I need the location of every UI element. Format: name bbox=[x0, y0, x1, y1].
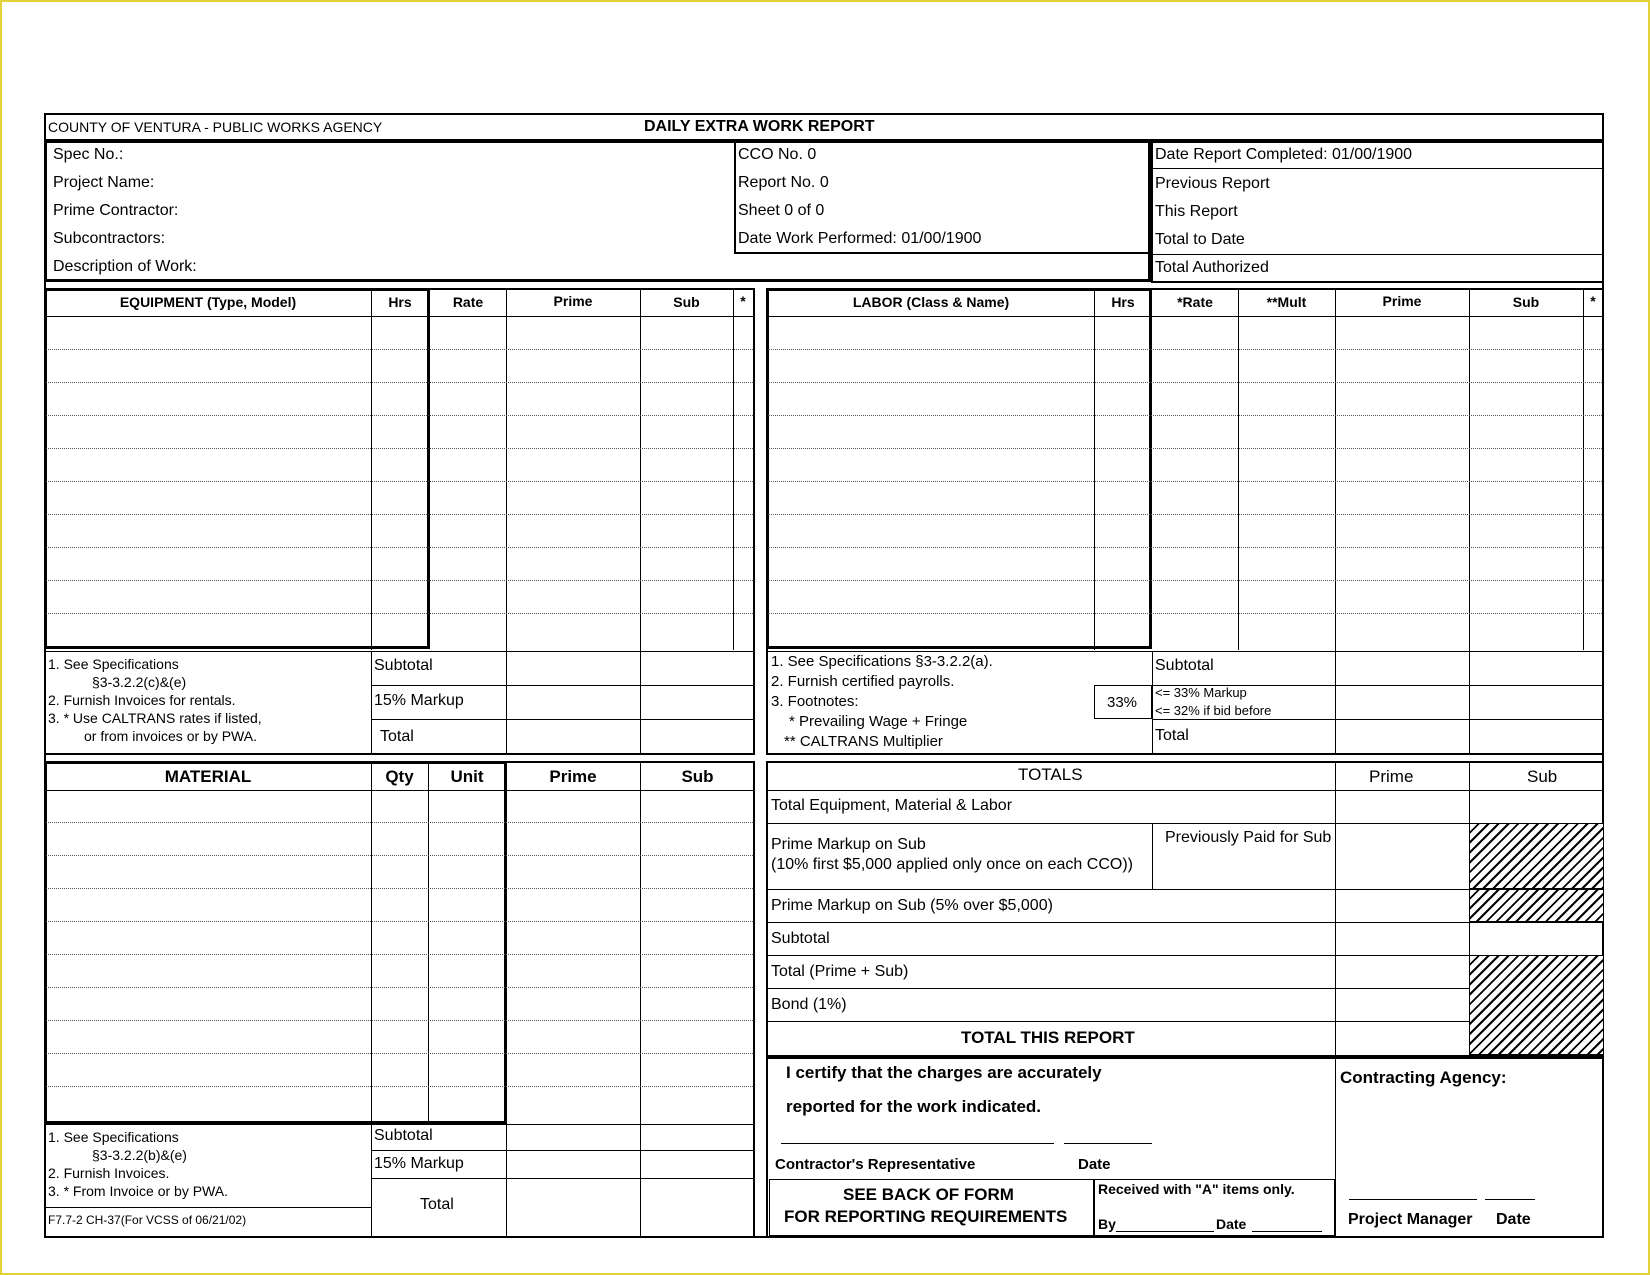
description-label: Description of Work: bbox=[53, 258, 197, 275]
labor-markup-pct: 33% bbox=[1107, 694, 1138, 711]
prime-contractor-label: Prime Contractor: bbox=[53, 202, 179, 219]
totals-markup-sub-1: Prime Markup on Sub bbox=[771, 836, 926, 853]
material-note-3: 3. * From Invoice or by PWA. bbox=[48, 1183, 228, 1199]
labor-note-2: 2. Furnish certified payrolls. bbox=[771, 673, 955, 690]
form-id: F7.7-2 CH-37(For VCSS of 06/21/02) bbox=[48, 1213, 247, 1227]
labor-col-rate: *Rate bbox=[1177, 294, 1213, 310]
material-note-1: 1. See Specifications bbox=[48, 1129, 179, 1145]
received-text: Received with "A" items only. bbox=[1098, 1181, 1295, 1197]
certify-line-2: reported for the work indicated. bbox=[786, 1097, 1042, 1116]
rep-signature-line[interactable] bbox=[781, 1143, 1054, 1144]
equipment-col-sub: Sub bbox=[673, 294, 700, 310]
this-report-label: This Report bbox=[1155, 203, 1238, 220]
material-col-prime: Prime bbox=[549, 767, 597, 786]
total-this-report: TOTAL THIS REPORT bbox=[961, 1028, 1135, 1047]
material-col-sub: Sub bbox=[681, 767, 714, 786]
totals-col-sub: Sub bbox=[1527, 767, 1558, 786]
received-by-label: By bbox=[1098, 1216, 1116, 1232]
report-no: Report No. 0 bbox=[738, 174, 829, 191]
totals-total-ps: Total (Prime + Sub) bbox=[771, 963, 909, 980]
hatch-total-bond bbox=[1469, 955, 1604, 1055]
cco-no: CCO No. 0 bbox=[738, 146, 817, 163]
totals-col-prime: Prime bbox=[1369, 767, 1414, 786]
material-entry-box bbox=[44, 761, 507, 1124]
totals-eml: Total Equipment, Material & Labor bbox=[771, 797, 1013, 814]
labor-col-mult: **Mult bbox=[1266, 294, 1307, 310]
equipment-note-2: 2. Furnish Invoices for rentals. bbox=[48, 692, 236, 708]
contracting-agency-label: Contracting Agency: bbox=[1340, 1068, 1507, 1087]
material-col-unit: Unit bbox=[450, 767, 484, 786]
equipment-col-star: * bbox=[740, 293, 746, 309]
see-back-line-1: SEE BACK OF FORM bbox=[843, 1185, 1014, 1204]
equipment-subtotal-label: Subtotal bbox=[374, 657, 433, 674]
equipment-entry-box bbox=[44, 288, 430, 649]
sheet-no: Sheet 0 of 0 bbox=[738, 202, 825, 219]
labor-note-3: 3. Footnotes: bbox=[771, 693, 859, 710]
totals-prev-paid: Previously Paid for Sub bbox=[1165, 829, 1332, 846]
labor-markup-line-1: <= 33% Markup bbox=[1155, 685, 1247, 700]
received-date-line[interactable] bbox=[1252, 1231, 1322, 1232]
received-by-line[interactable] bbox=[1116, 1231, 1214, 1232]
equipment-col-type: EQUIPMENT (Type, Model) bbox=[119, 294, 297, 310]
labor-col-sub: Sub bbox=[1512, 294, 1540, 310]
received-date-label: Date bbox=[1216, 1216, 1247, 1232]
equipment-note-3b: or from invoices or by PWA. bbox=[84, 728, 257, 744]
project-manager-label: Project Manager bbox=[1348, 1211, 1473, 1228]
total-to-date-label: Total to Date bbox=[1155, 231, 1245, 248]
equipment-total-label: Total bbox=[380, 728, 414, 745]
previous-report-label: Previous Report bbox=[1155, 175, 1270, 192]
hatch-prime-markup-over bbox=[1469, 889, 1604, 922]
labor-col-hrs: Hrs bbox=[1111, 294, 1135, 310]
labor-col-prime: Prime bbox=[1382, 293, 1422, 309]
rep-date-label: Date bbox=[1078, 1156, 1111, 1173]
project-name-label: Project Name: bbox=[53, 174, 155, 191]
labor-col-class: LABOR (Class & Name) bbox=[852, 294, 1010, 310]
rep-label: Contractor's Representative bbox=[775, 1156, 976, 1173]
equipment-note-3: 3. * Use CALTRANS rates if listed, bbox=[48, 710, 262, 726]
equipment-col-hrs: Hrs bbox=[388, 294, 412, 310]
subcontractors-label: Subcontractors: bbox=[53, 230, 166, 247]
spec-no-label: Spec No.: bbox=[53, 146, 124, 163]
pm-signature-line[interactable] bbox=[1349, 1199, 1477, 1200]
material-subtotal-label: Subtotal bbox=[374, 1127, 433, 1144]
labor-total-label: Total bbox=[1155, 727, 1189, 744]
labor-note-3b: ** CALTRANS Multiplier bbox=[784, 733, 943, 750]
material-total-label: Total bbox=[420, 1196, 454, 1213]
labor-note-3a: * Prevailing Wage + Fringe bbox=[789, 713, 968, 730]
labor-subtotal-label: Subtotal bbox=[1155, 657, 1214, 674]
labor-col-star: * bbox=[1590, 293, 1596, 309]
totals-header: TOTALS bbox=[1018, 765, 1083, 784]
totals-subtotal: Subtotal bbox=[771, 930, 830, 947]
equipment-col-prime: Prime bbox=[553, 293, 593, 309]
date-report-completed: Date Report Completed: 01/00/1900 bbox=[1155, 146, 1413, 163]
agency-name: COUNTY OF VENTURA - PUBLIC WORKS AGENCY bbox=[48, 119, 383, 135]
pm-date-line[interactable] bbox=[1485, 1199, 1535, 1200]
total-authorized-label: Total Authorized bbox=[1155, 259, 1269, 276]
material-col-qty: Qty bbox=[385, 767, 414, 786]
material-markup-label: 15% Markup bbox=[374, 1155, 464, 1172]
certify-line-1: I certify that the charges are accurately bbox=[786, 1063, 1102, 1082]
totals-markup-over: Prime Markup on Sub (5% over $5,000) bbox=[771, 897, 1053, 914]
totals-bond: Bond (1%) bbox=[771, 996, 847, 1013]
material-note-1b: §3-3.2.2(b)&(e) bbox=[92, 1147, 187, 1163]
labor-note-1: 1. See Specifications §3-3.2.2(a). bbox=[771, 653, 993, 670]
hatch-prime-markup-sub bbox=[1469, 823, 1604, 889]
see-back-line-2: FOR REPORTING REQUIREMENTS bbox=[784, 1207, 1068, 1226]
totals-markup-sub-2: (10% first $5,000 applied only once on each CCO)) bbox=[771, 856, 1133, 873]
pm-date-label: Date bbox=[1496, 1211, 1531, 1228]
material-col-material: MATERIAL bbox=[164, 767, 252, 786]
labor-markup-line-2: <= 32% if bid before bbox=[1155, 703, 1272, 718]
form-title: DAILY EXTRA WORK REPORT bbox=[644, 118, 875, 135]
material-note-2: 2. Furnish Invoices. bbox=[48, 1165, 170, 1181]
equipment-col-rate: Rate bbox=[452, 294, 484, 310]
equipment-markup-label: 15% Markup bbox=[374, 692, 464, 709]
equipment-note-1b: §3-3.2.2(c)&(e) bbox=[92, 674, 187, 690]
rep-date-line[interactable] bbox=[1064, 1143, 1152, 1144]
equipment-note-1: 1. See Specifications bbox=[48, 656, 179, 672]
date-work-performed: Date Work Performed: 01/00/1900 bbox=[738, 230, 982, 247]
